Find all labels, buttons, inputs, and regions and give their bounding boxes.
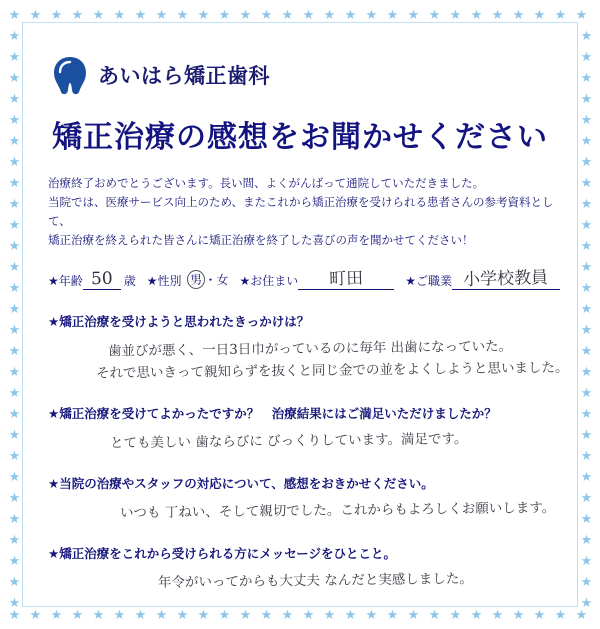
star-icon: ★: [8, 490, 21, 505]
star-icon: ★: [8, 112, 21, 127]
star-icon: ★: [580, 238, 593, 253]
question-text: ★矯正治療を受けてよかったですか？ 治療結果にはご満足いただけましたか？: [48, 406, 497, 421]
profile-row: [48, 264, 560, 290]
star-icon: ★: [580, 490, 593, 505]
star-icon: ★: [365, 607, 378, 622]
question-text: ★当院の治療やスタッフの対応について、感想をおきかせください。: [48, 476, 434, 491]
star-icon: ★: [407, 7, 420, 22]
star-icon: ★: [8, 259, 21, 274]
star-icon: ★: [8, 238, 21, 253]
star-icon: ★: [50, 7, 63, 22]
qa-block: [48, 544, 560, 592]
star-icon: ★: [428, 607, 441, 622]
star-icon: ★: [8, 133, 21, 148]
question-text: ★矯正治療をこれから受けられる方にメッセージをひとこと。: [48, 546, 396, 561]
star-icon: ★: [365, 7, 378, 22]
gender-option-male[interactable]: 男: [186, 270, 205, 290]
star-icon: ★: [512, 607, 525, 622]
intro-paragraph: [48, 174, 560, 250]
star-icon: ★: [323, 607, 336, 622]
sheet-content: [40, 40, 569, 591]
star-icon: ★: [580, 70, 593, 85]
star-icon: ★: [281, 607, 294, 622]
question-text: ★矯正治療を受けようと思われたきっかけは？: [48, 314, 310, 329]
star-icon: ★: [239, 607, 252, 622]
age-unit: 歳: [123, 274, 136, 288]
star-icon: ★: [302, 7, 315, 22]
star-icon: ★: [580, 448, 593, 463]
star-icon: ★: [580, 574, 593, 589]
star-icon: ★: [580, 511, 593, 526]
star-icon: ★: [533, 7, 546, 22]
star-icon: ★: [29, 7, 42, 22]
star-icon: ★: [449, 7, 462, 22]
star-icon: ★: [134, 7, 147, 22]
star-icon: ★: [407, 607, 420, 622]
star-icon: ★: [113, 7, 126, 22]
star-icon: ★: [155, 607, 168, 622]
answer-text: [48, 570, 560, 592]
star-icon: ★: [218, 607, 231, 622]
star-icon: ★: [134, 607, 147, 622]
star-icon: ★: [8, 49, 21, 64]
star-icon: ★: [92, 607, 105, 622]
clinic-logo: [48, 54, 560, 96]
star-icon: ★: [8, 511, 21, 526]
gender-separator: ・: [204, 273, 217, 287]
star-icon: ★: [580, 301, 593, 316]
star-icon: ★: [8, 175, 21, 190]
address-label: ★お住まい: [239, 274, 299, 288]
tooth-logo-icon: [48, 54, 92, 96]
star-icon: ★: [554, 7, 567, 22]
star-icon: ★: [239, 7, 252, 22]
star-icon: ★: [512, 7, 525, 22]
star-icon: ★: [580, 427, 593, 442]
star-icon: ★: [580, 112, 593, 127]
star-icon: ★: [386, 7, 399, 22]
star-icon: ★: [8, 154, 21, 169]
star-icon: ★: [323, 7, 336, 22]
star-icon: ★: [8, 28, 21, 43]
star-icon: ★: [302, 607, 315, 622]
star-icon: ★: [580, 133, 593, 148]
intro-line: 矯正治療を終えられた皆さんに矯正治療を終了した喜びの声を聞かせてください！: [48, 233, 474, 247]
star-icon: ★: [8, 70, 21, 85]
star-icon: ★: [218, 7, 231, 22]
page-title: 矯正治療の感想をお聞かせください: [52, 120, 548, 155]
gender-option-female[interactable]: 女: [216, 273, 229, 287]
star-icon: ★: [176, 607, 189, 622]
star-icon: ★: [428, 7, 441, 22]
qa-block: [48, 474, 560, 522]
star-icon: ★: [8, 343, 21, 358]
star-icon: ★: [533, 607, 546, 622]
star-icon: ★: [8, 301, 21, 316]
star-icon: ★: [344, 607, 357, 622]
answer-line: 年令がいってからも大丈夫 なんだと実感しました。: [157, 570, 473, 591]
intro-line: 治療終了おめでとうございます。長い間、よくがんばって通院していただきました。: [48, 176, 485, 190]
star-icon: ★: [260, 7, 273, 22]
star-icon: ★: [8, 406, 21, 421]
star-icon: ★: [491, 607, 504, 622]
answer-line: いつも 丁ねい、そして親切でした。これからもよろしくお願いします。: [119, 499, 556, 522]
star-icon: ★: [580, 343, 593, 358]
star-icon: ★: [50, 607, 63, 622]
star-icon: ★: [575, 7, 588, 22]
star-icon: ★: [8, 217, 21, 232]
star-icon: ★: [8, 448, 21, 463]
clinic-name: あいはら矯正歯科: [98, 64, 270, 88]
age-value: 50: [90, 268, 113, 290]
answer-text: [48, 500, 560, 522]
star-icon: ★: [8, 364, 21, 379]
star-icon: ★: [92, 7, 105, 22]
star-icon: ★: [449, 607, 462, 622]
star-icon: ★: [344, 7, 357, 22]
answer-line: とても美しい 歯ならびに びっくりしています。満足です。: [109, 431, 468, 452]
gender-label: ★性別: [146, 274, 182, 288]
qa-block: [48, 404, 560, 452]
star-icon: ★: [176, 7, 189, 22]
star-icon: ★: [575, 607, 588, 622]
star-icon: ★: [580, 364, 593, 379]
intro-line: 当院では、医療サービス向上のため、またこれから矯正治療を受けられる患者さんの参考資料として、: [48, 195, 554, 228]
star-icon: ★: [8, 196, 21, 211]
star-icon: ★: [8, 7, 21, 22]
star-icon: ★: [260, 607, 273, 622]
answer-line: それで思いきって親知らずを抜くと同じ金での並をよくしようと思いました。: [95, 359, 569, 382]
star-icon: ★: [197, 607, 210, 622]
star-icon: ★: [386, 607, 399, 622]
star-icon: ★: [580, 322, 593, 337]
star-icon: ★: [8, 322, 21, 337]
star-icon: ★: [8, 607, 21, 622]
star-icon: ★: [197, 7, 210, 22]
age-label: ★年齢: [48, 274, 83, 288]
star-icon: ★: [580, 553, 593, 568]
star-icon: ★: [580, 280, 593, 295]
star-icon: ★: [554, 607, 567, 622]
star-icon: ★: [8, 574, 21, 589]
star-icon: ★: [8, 532, 21, 547]
star-icon: ★: [580, 28, 593, 43]
star-icon: ★: [470, 607, 483, 622]
star-icon: ★: [8, 280, 21, 295]
star-icon: ★: [580, 385, 593, 400]
star-icon: ★: [580, 196, 593, 211]
star-icon: ★: [491, 7, 504, 22]
star-icon: ★: [8, 91, 21, 106]
star-icon: ★: [470, 7, 483, 22]
address-value: 町田: [329, 268, 364, 290]
star-icon: ★: [580, 406, 593, 421]
star-icon: ★: [281, 7, 294, 22]
star-icon: ★: [71, 607, 84, 622]
star-icon: ★: [113, 607, 126, 622]
star-icon: ★: [580, 469, 593, 484]
star-icon: ★: [580, 154, 593, 169]
star-icon: ★: [8, 595, 21, 610]
star-icon: ★: [580, 595, 593, 610]
star-icon: ★: [8, 385, 21, 400]
occupation-value: 小学校教員: [463, 267, 549, 291]
star-icon: ★: [580, 532, 593, 547]
star-icon: ★: [71, 7, 84, 22]
qa-block: [48, 312, 569, 382]
star-icon: ★: [580, 91, 593, 106]
star-icon: ★: [580, 259, 593, 274]
star-icon: ★: [8, 427, 21, 442]
star-icon: ★: [29, 607, 42, 622]
star-icon: ★: [8, 469, 21, 484]
answer-line: 歯並びが悪く、一日3日巾がっているのに毎年 出歯になっていた。: [107, 338, 513, 360]
question-list: [48, 312, 569, 592]
star-icon: ★: [155, 7, 168, 22]
star-icon: ★: [580, 49, 593, 64]
answer-text: [48, 430, 560, 452]
star-icon: ★: [580, 175, 593, 190]
occupation-label: ★ご職業: [405, 274, 452, 288]
answer-text: [48, 338, 569, 382]
star-icon: ★: [580, 217, 593, 232]
star-icon: ★: [8, 553, 21, 568]
